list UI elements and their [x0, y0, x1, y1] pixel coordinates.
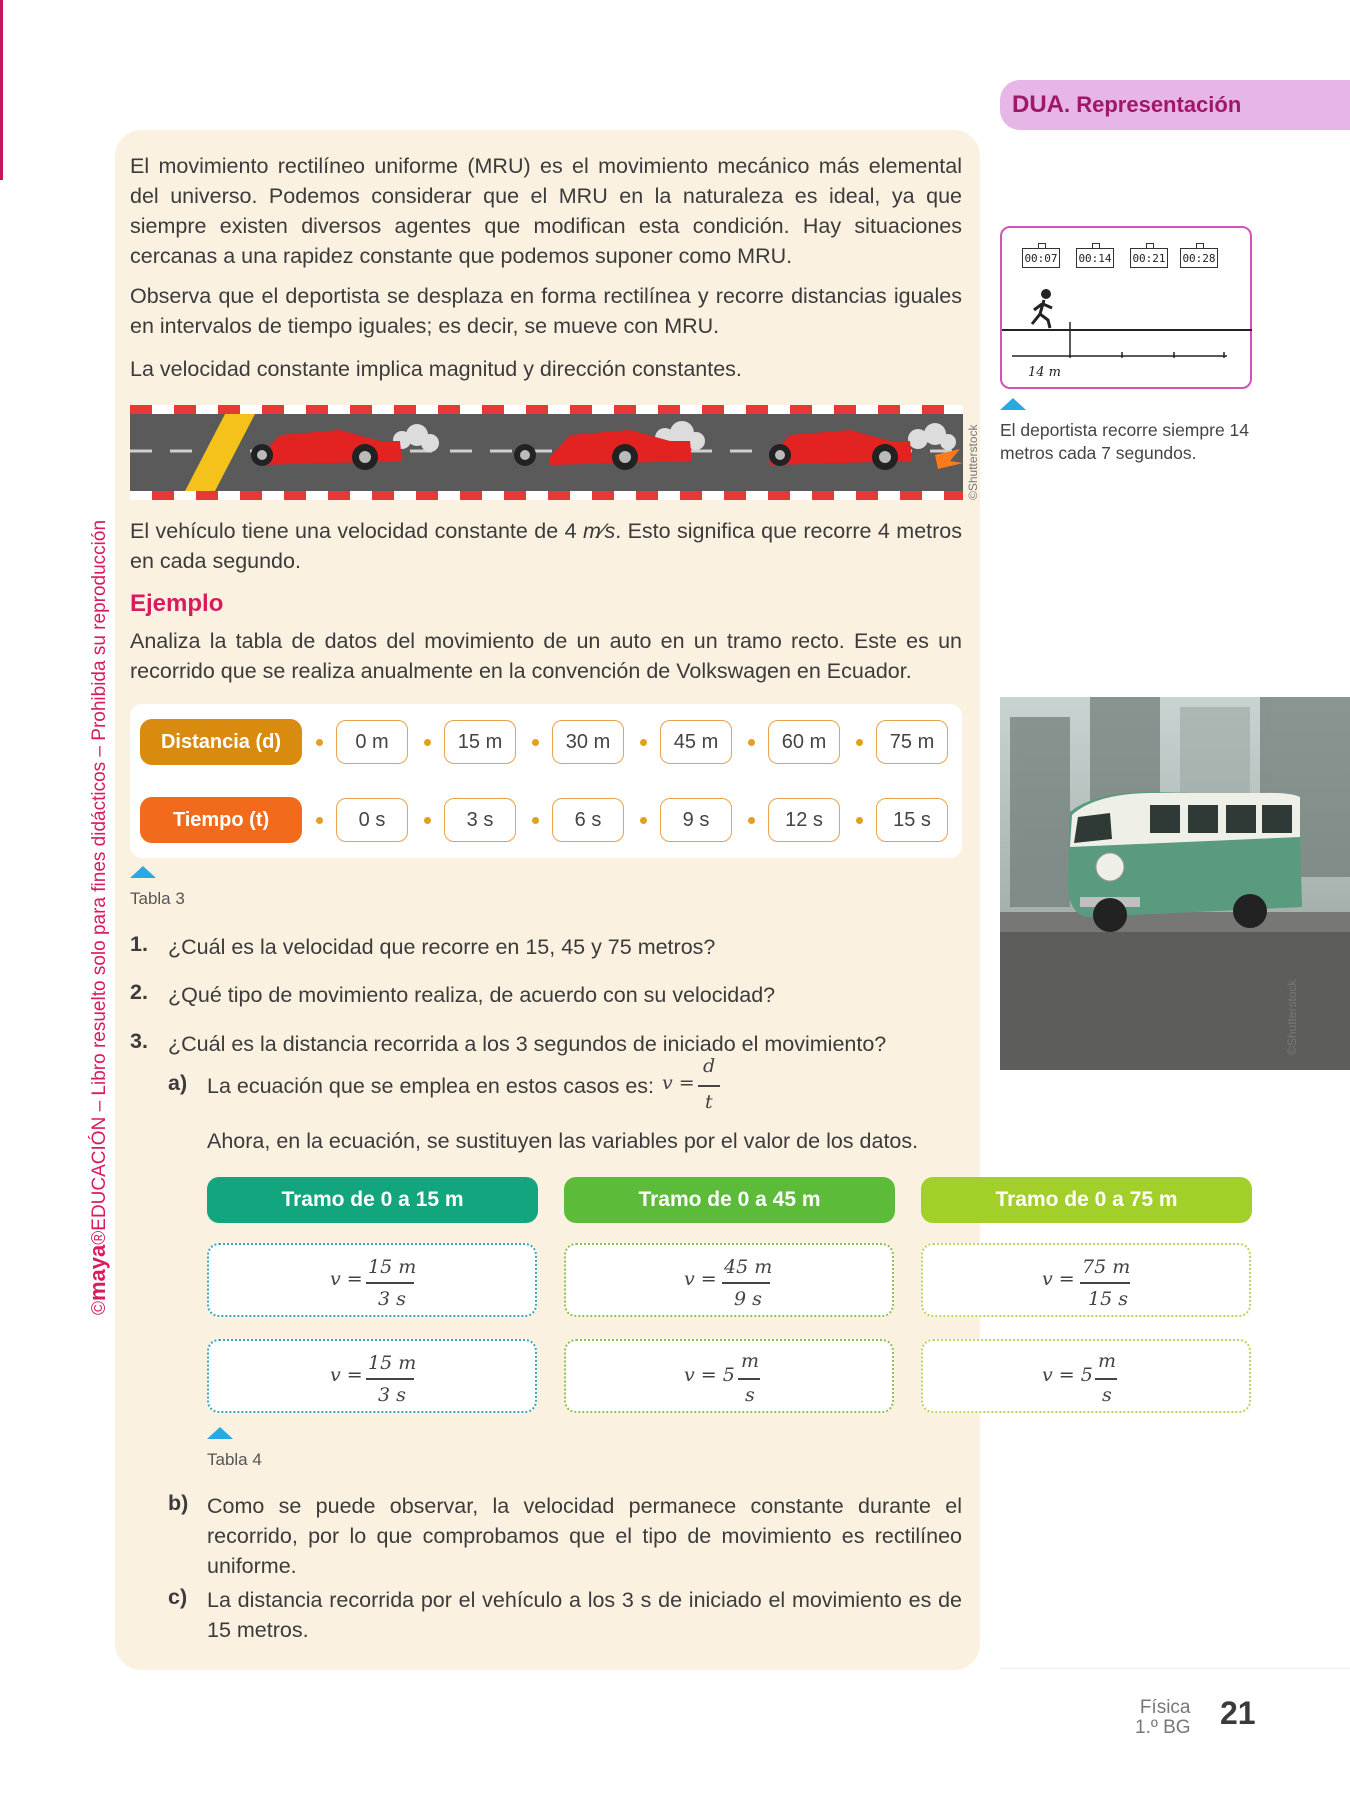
- time-cell: 3 s: [444, 798, 516, 842]
- bullet-dot: [856, 817, 863, 824]
- time-cell: 9 s: [660, 798, 732, 842]
- bullet-dot: [316, 739, 323, 746]
- question-2-number: 2.: [130, 980, 148, 1004]
- formula-numerator: m: [1098, 1350, 1117, 1372]
- dua-suffix: . Representación: [1064, 92, 1242, 117]
- formula-numerator: 15 m: [368, 1352, 417, 1374]
- step-c-text: La distancia recorrida por el vehículo a los 3 s de iniciado el movimiento es de 15 metros.: [207, 1588, 962, 1642]
- bullet-dot: [532, 739, 539, 746]
- formula-denominator: s: [1102, 1384, 1112, 1406]
- time-cell: 15 s: [876, 798, 948, 842]
- substitution-text: Ahora, en la ecuación, se sustituyen las variables por el valor de los datos.: [207, 1129, 919, 1153]
- formula-v: v =: [1042, 1268, 1075, 1290]
- step-b-text: Como se puede observar, la velocidad permanece constante durante el recorrido, por lo que comprobamos que el tipo de movimiento es rectilíneo uniforme.: [207, 1494, 962, 1578]
- copyright-text: EDUCACIÓN – Libro resuelto solo para fines didácticos – Prohibida su reproducción: [89, 519, 110, 1231]
- stopwatch-icon: 00:07: [1022, 248, 1060, 268]
- formula-numerator: 75 m: [1082, 1256, 1131, 1278]
- bullet-dot: [424, 817, 431, 824]
- bullet-dot: [532, 817, 539, 824]
- formula-box: [564, 1243, 894, 1317]
- time-cell: 6 s: [552, 798, 624, 842]
- step-a-text: La ecuación que se emplea en estos casos es:: [207, 1074, 655, 1098]
- bullet-dot: [856, 739, 863, 746]
- formula-box: [207, 1243, 537, 1317]
- intro-paragraph-1: El movimiento rectilíneo uniforme (MRU) es el movimiento mecánico más elemental del universo. Podemos considerar que el MRU en la naturaleza es ideal, ya que siempre existen diversos agentes que modifican esta condición. Hay situaciones cercanas a una rapidez constante que podemos suponer como MRU.: [130, 154, 962, 268]
- bullet-dot: [316, 817, 323, 824]
- fraction-bar: [698, 1085, 720, 1087]
- tramo-45-header: Tramo de 0 a 45 m: [564, 1177, 895, 1223]
- caption-arrow-icon: [207, 1427, 233, 1439]
- step-a-label: a): [168, 1071, 188, 1095]
- intro-paragraph-3: La velocidad constante implica magnitud y dirección constantes.: [130, 357, 742, 381]
- page-number: 21: [1220, 1695, 1256, 1731]
- formula-denominator: s: [745, 1384, 755, 1406]
- ejemplo-heading: Ejemplo: [130, 590, 224, 617]
- bullet-dot: [640, 739, 647, 746]
- dua-tab: [1000, 80, 1350, 130]
- formula-denominator: 3 s: [378, 1288, 406, 1310]
- photo-credit-race: ©Shutterstock: [966, 424, 980, 500]
- tramo-15-header: Tramo de 0 a 15 m: [207, 1177, 538, 1223]
- formula-v: v = 5: [684, 1364, 735, 1386]
- tramo-75-header: Tramo de 0 a 75 m: [921, 1177, 1252, 1223]
- intro-paragraph-2: Observa que el deportista se desplaza en forma rectilínea y recorre distancias iguales en intervalos de tiempo iguales; es decir, se mueve con MRU.: [130, 284, 962, 338]
- question-1-text: ¿Cuál es la velocidad que recorre en 15, 45 y 75 metros?: [168, 935, 716, 959]
- question-3-text: ¿Cuál es la distancia recorrida a los 3 segundos de iniciado el movimiento?: [168, 1032, 887, 1056]
- copyright-notice: ©maya®EDUCACIÓN – Libro resuelto solo para fines didácticos – Prohibida su reproducción: [85, 519, 110, 1315]
- race-car-illustration: [130, 405, 963, 500]
- runner-diagram: [1000, 226, 1252, 389]
- brand-name: maya: [85, 1244, 110, 1301]
- page-edge-bar: [0, 0, 3, 180]
- fraction-bar: [722, 1282, 770, 1284]
- formula-numerator: 45 m: [724, 1256, 773, 1278]
- diagram-caption: El deportista recorre siempre 14 metros cada 7 segundos.: [1000, 420, 1249, 463]
- distance-cell: 30 m: [552, 720, 624, 764]
- fraction-bar: [738, 1378, 760, 1380]
- vehicle-text-before: El vehículo tiene una velocidad constante de 4: [130, 519, 583, 543]
- distance-cell: 75 m: [876, 720, 948, 764]
- distance-cell: 0 m: [336, 720, 408, 764]
- footer-subject: [1135, 1698, 1191, 1738]
- caption-arrow-icon: [1000, 398, 1026, 410]
- footer-divider: [1000, 1668, 1350, 1669]
- formula-numerator: m: [741, 1350, 760, 1372]
- formula-box: [207, 1339, 537, 1413]
- bullet-dot: [748, 817, 755, 824]
- data-table-3: [130, 704, 962, 858]
- velocity-unit: m⁄s: [582, 519, 616, 543]
- question-1-number: 1.: [130, 932, 148, 956]
- equation-v: v =: [662, 1072, 695, 1094]
- formula-numerator: 15 m: [368, 1256, 417, 1278]
- bullet-dot: [748, 739, 755, 746]
- table-3-caption: Tabla 3: [130, 889, 185, 908]
- question-3-number: 3.: [130, 1029, 148, 1053]
- vehicle-velocity-text: [130, 516, 962, 576]
- formula-v: v =: [684, 1268, 717, 1290]
- course-level: 1.º BG: [1135, 1717, 1191, 1738]
- question-2-text: ¿Qué tipo de movimiento realiza, de acuerdo con su velocidad?: [168, 983, 776, 1007]
- equation-numerator: d: [703, 1055, 716, 1077]
- subject-name: Física: [1139, 1697, 1191, 1718]
- vehicle-text-after: . Esto significa que recorre 4 metros en cada segundo.: [130, 519, 962, 573]
- distance-marker: 14 m: [1028, 365, 1062, 380]
- step-c-label: c): [168, 1585, 188, 1609]
- formula-v: v =: [330, 1364, 363, 1386]
- formula-denominator: 9 s: [734, 1288, 762, 1310]
- caption-arrow-icon: [130, 866, 156, 878]
- time-cell: 0 s: [336, 798, 408, 842]
- time-cell: 12 s: [768, 798, 840, 842]
- stopwatch-icon: 00:14: [1076, 248, 1114, 268]
- bullet-dot: [640, 817, 647, 824]
- fraction-bar: [1095, 1378, 1117, 1380]
- photo-credit-bus: ©Shutterstock: [1285, 979, 1299, 1055]
- distance-cell: 60 m: [768, 720, 840, 764]
- formula-denominator: 15 s: [1088, 1288, 1128, 1310]
- formula-denominator: 3 s: [378, 1384, 406, 1406]
- bullet-dot: [424, 739, 431, 746]
- formula-v: v = 5: [1042, 1364, 1093, 1386]
- stopwatch-icon: 00:28: [1180, 248, 1218, 268]
- fraction-bar: [1080, 1282, 1130, 1284]
- fraction-bar: [366, 1378, 414, 1380]
- stopwatch-icon: 00:21: [1130, 248, 1168, 268]
- ejemplo-text: Analiza la tabla de datos del movimiento de un auto en un tramo recto. Este es un recorrido que se realiza anualmente en la convención de Volkswagen en Ecuador.: [130, 629, 962, 683]
- time-label: Tiempo (t): [140, 797, 302, 843]
- formula-v: v =: [330, 1268, 363, 1290]
- runner-figure: [1002, 288, 1252, 358]
- table-4-caption: Tabla 4: [207, 1450, 262, 1469]
- fraction-bar: [366, 1282, 414, 1284]
- step-b-label: b): [168, 1491, 189, 1515]
- formula-box: [921, 1243, 1251, 1317]
- distance-cell: 45 m: [660, 720, 732, 764]
- equation-denominator: t: [705, 1091, 713, 1113]
- distance-label: Distancia (d): [140, 719, 302, 765]
- dua-prefix: DUA: [1012, 91, 1064, 118]
- distance-cell: 15 m: [444, 720, 516, 764]
